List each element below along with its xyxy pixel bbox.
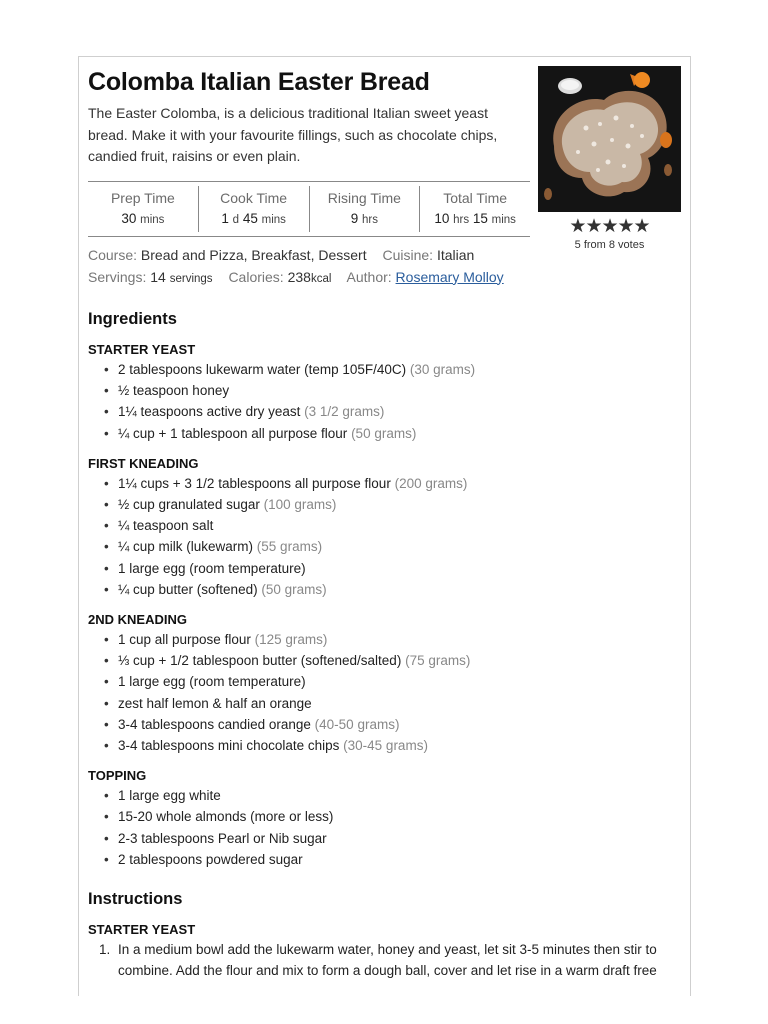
cook-time-value <box>199 208 309 231</box>
total-time-minutes-unit: mins <box>491 214 516 226</box>
ingredient-text: ½ cup granulated sugar <box>118 497 260 513</box>
total-time-hours-unit: hrs <box>453 214 470 226</box>
calories-value: 238 <box>287 268 311 285</box>
ingredient-text: ¼ cup + 1 tablespoon all purpose flour <box>118 425 348 441</box>
rating-votes: 5 from 8 votes <box>574 239 645 251</box>
ingredient-text: 1 cup all purpose flour <box>118 632 251 648</box>
cook-time-minutes: 45 <box>242 211 258 226</box>
ingredient-group-heading: FIRST KNEADING <box>88 455 199 471</box>
ingredient-text: ½ teaspoon honey <box>118 383 230 399</box>
total-time-minutes: 15 <box>472 211 488 226</box>
total-time-value <box>420 208 530 231</box>
ingredient-text: 3-4 tablespoons candied orange <box>118 716 311 732</box>
rising-time <box>310 186 421 232</box>
rising-time-value <box>310 208 420 231</box>
ingredient-group-list <box>88 785 678 870</box>
prep-time-label: Prep Time <box>110 190 175 206</box>
ingredient-text: 1 large egg (room temperature) <box>118 560 306 576</box>
servings-value[interactable]: 14 <box>150 268 166 285</box>
prep-time-value <box>88 208 198 231</box>
ingredient-text: 1 large egg (room temperature) <box>118 674 306 690</box>
ingredient-note: (100 grams) <box>263 497 337 513</box>
cook-time-minutes-unit: mins <box>261 214 286 226</box>
total-time-label: Total Time <box>443 190 508 206</box>
servings-unit: servings <box>169 272 213 285</box>
recipe-card <box>78 56 691 996</box>
ingredient-item <box>88 359 678 380</box>
ingredient-text: ¼ cup butter (softened) <box>118 581 258 597</box>
ingredient-text: 2 tablespoons lukewarm water (temp 105F/40C) <box>118 362 407 377</box>
ingredient-text: 15-20 whole almonds (more or less) <box>118 809 334 825</box>
ingredient-item <box>88 714 678 735</box>
ingredient-note: (3 1/2 grams) <box>304 404 385 420</box>
cuisine-value: Italian <box>436 247 475 263</box>
ingredient-item <box>88 423 678 444</box>
ingredient-item <box>88 401 678 422</box>
total-time <box>420 186 530 232</box>
ingredient-note: (200 grams) <box>394 475 468 491</box>
course-value: Bread and Pizza, Breakfast, Dessert <box>140 247 367 263</box>
ingredients-list <box>88 341 678 870</box>
ingredient-group-heading: 2ND KNEADING <box>88 612 187 628</box>
course-label: Course: <box>88 247 138 263</box>
cook-time-days: 1 <box>221 211 229 226</box>
ingredient-item <box>88 650 678 671</box>
total-time-hours: 10 <box>434 211 450 226</box>
ingredient-item <box>88 494 678 515</box>
ingredient-item <box>88 828 678 849</box>
ingredient-item <box>88 806 678 827</box>
star-icon[interactable]: ★★★★★ <box>569 216 650 237</box>
cook-time <box>199 186 310 232</box>
calories-label: Calories: <box>228 268 284 285</box>
ingredient-text: 1¼ teaspoons active dry yeast <box>118 404 301 420</box>
ingredient-group-heading: TOPPING <box>88 768 147 784</box>
calories-unit: kcal <box>310 272 332 285</box>
ingredient-text: 2 tablespoons powdered sugar <box>118 851 303 867</box>
ingredient-text: ¼ teaspoon salt <box>118 518 214 534</box>
ingredient-item <box>88 473 678 494</box>
recipe-summary: The Easter Colomba, is a delicious traditional Italian sweet yeast bread. Make it with your favourite fillings, such as chocolate chips, candied fruit, raisins or even plain. <box>88 105 498 164</box>
instructions-heading: Instructions <box>88 890 183 909</box>
ingredient-group-list <box>88 629 678 756</box>
ingredient-item <box>88 536 678 557</box>
ingredient-text: 3-4 tablespoons mini chocolate chips <box>118 738 340 754</box>
ingredient-note: (40-50 grams) <box>314 716 400 732</box>
instruction-step <box>88 939 678 981</box>
ingredient-note: (50 grams) <box>351 425 417 441</box>
ingredients-heading: Ingredients <box>88 310 177 328</box>
instruction-group-heading: STARTER YEAST <box>88 922 196 938</box>
author-link[interactable]: Rosemary Molloy <box>395 268 504 285</box>
ingredient-note: (30 grams) <box>409 362 476 377</box>
ingredient-item <box>88 785 678 806</box>
recipe-meta <box>88 245 588 290</box>
prep-time-unit: mins <box>140 214 165 226</box>
ingredient-text: 1 large egg white <box>118 788 221 804</box>
ingredient-item <box>88 558 678 579</box>
recipe-body <box>88 308 678 981</box>
ingredient-text: 2-3 tablespoons Pearl or Nib sugar <box>118 830 327 846</box>
colomba-bread-image <box>538 66 681 212</box>
rising-time-number: 9 <box>350 211 359 226</box>
rising-time-unit: hrs <box>362 214 378 226</box>
ingredient-group-heading: STARTER YEAST <box>88 342 196 357</box>
prep-time <box>88 186 199 232</box>
recipe-title: Colomba Italian Easter Bread <box>88 68 430 96</box>
ingredient-note: (30-45 grams) <box>343 738 428 754</box>
ingredient-group-list <box>88 473 678 600</box>
ingredient-note: (75 grams) <box>405 653 471 669</box>
instructions-list <box>88 921 678 981</box>
ingredient-item <box>88 735 678 756</box>
step-text: In a medium bowl add the lukewarm water, honey and yeast, let sit 3-5 minutes then stir to combine. Add the flour and mix to form a dough ball, cover and let rise in a warm draft free <box>118 942 657 979</box>
cook-time-days-unit: d <box>232 214 240 226</box>
meta-row-course <box>88 245 588 267</box>
recipe-header <box>88 65 530 168</box>
ingredient-item <box>88 629 678 650</box>
ingredient-text: ¼ cup milk (lukewarm) <box>118 539 254 555</box>
ingredient-note: (55 grams) <box>256 539 323 555</box>
ingredient-item <box>88 693 678 714</box>
step-number: 1. <box>99 942 111 958</box>
ingredient-group-list <box>88 359 678 444</box>
recipe-photo <box>538 66 681 212</box>
rising-time-label: Rising Time <box>327 190 401 206</box>
ingredient-item <box>88 849 678 870</box>
ingredient-text: zest half lemon & half an orange <box>118 695 312 711</box>
meta-row-servings <box>88 267 588 291</box>
ingredient-text: ⅓ cup + 1/2 tablespoon butter (softened/salted) <box>118 653 402 669</box>
ingredient-note: (50 grams) <box>261 581 327 597</box>
ingredient-note: (125 grams) <box>254 632 328 648</box>
ingredient-item <box>88 671 678 692</box>
author-label: Author: <box>346 268 392 285</box>
prep-time-number: 30 <box>121 211 137 226</box>
ingredient-item <box>88 380 678 401</box>
cuisine-label: Cuisine: <box>382 247 434 263</box>
instruction-steps <box>88 939 678 981</box>
servings-label: Servings: <box>88 268 147 285</box>
ingredient-text: 1¼ cups + 3 1/2 tablespoons all purpose flour <box>118 475 391 491</box>
ingredient-item <box>88 579 678 600</box>
recipe-times <box>88 181 530 237</box>
cook-time-label: Cook Time <box>220 190 288 206</box>
ingredient-item <box>88 515 678 536</box>
